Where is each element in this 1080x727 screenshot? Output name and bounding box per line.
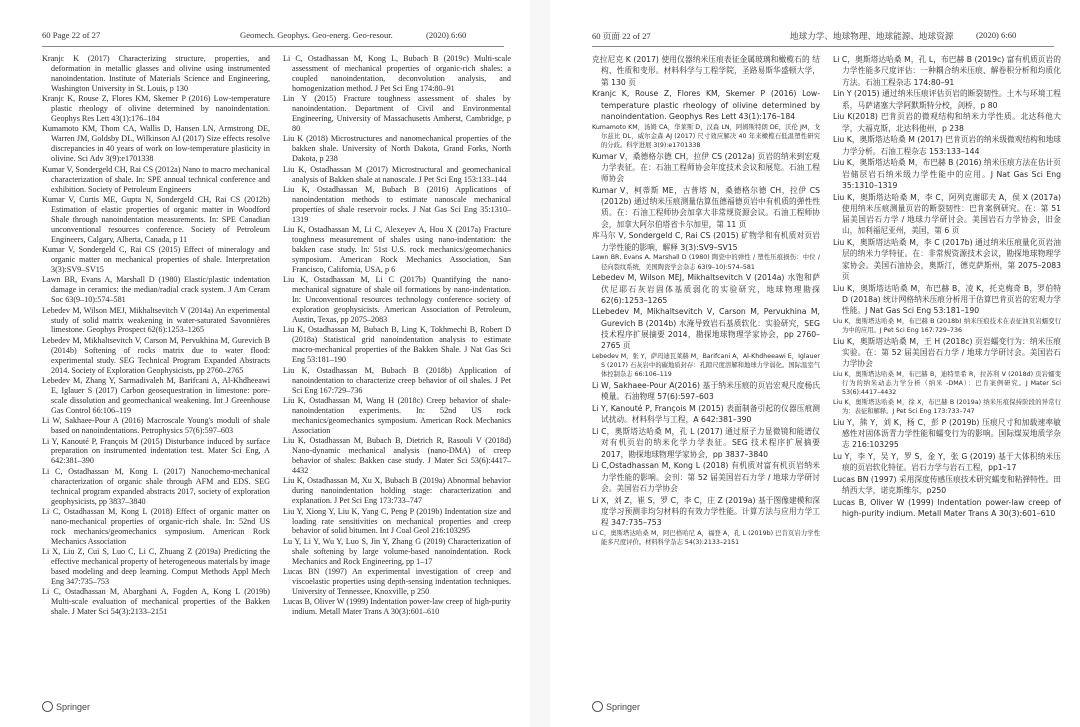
reference-entry: Li C,Ostadhassan M, Kong L (2018) 有机质对富有机页岩纳米力学性能的影响。会刊：第 52 届美国岩石力学 / 地球力学研讨会。美国岩石力学协会: [592, 461, 820, 493]
reference-entry: Lu Y，李 Y，吴 Y，罗 S，金 Y，张 G (2019) 基于大体积纳米压痕的页岩软化特征。岩石力学与岩石工程，pp1–17: [833, 452, 1061, 473]
reference-entry: Liu K，奥斯塔达哈桑 M，布巴赫 B (2016) 纳米压痕方法在估计页岩储层岩石纳米级力学性能中的应用。J Nat Gas Sci Eng 35:1310–1319: [833, 158, 1061, 190]
header-rule: [592, 46, 1054, 47]
reference-entry: Li W, Sakhaee-Pour A(2016) 基于纳米压痕的页岩宏观尺度杨氏模量。石油物理 57(6):597–603: [592, 381, 820, 402]
reference-entry: Liu K, Ostadhassan M, Xu X, Bubach B (2019a) Abnormal behavior during nanoindentation holding stage: characterization and explanation. J Pet Sci Eng 173:733–747: [283, 476, 511, 506]
reference-entry: Liu K, Ostadhassan M, Li C, Alexeyev A, Hou X (2017a) Fracture toughness measurement of shales using nano-indentation: the bakken case study. In: 51st U.S. rock mechanics/geomechanics symposium. American Rock Mechanics Association, San Francisco, California, USA, p 6: [283, 225, 511, 274]
reference-entry: Liu K, Ostadhassan M, Bubach B (2016) Applications of nanoindentation methods to estimate nanoscale mechanical properties of shale reservoir rocks. J Nat Gas Sci Eng 35:1310–1319: [283, 184, 511, 224]
reference-entry: Liu K, Ostadhassan M, Wang H (2018c) Creep behavior of shale-nanoindentation experiments. In: 52nd US rock mechanics/geomechanics symposium. American Rock Mechanics Association: [283, 395, 511, 435]
reference-entry: Kumar V, Sondergeld CH, Rai CS (2012a) Nano to macro mechanical characterization of shale. In: SPE annual technical conference and exhibition. Society of Petroleum Engineers: [42, 164, 270, 194]
reference-entry: Lucas BN (1997) 采用深度传感压痕技术研究蠕变和粘弹特性。田纳西大学，诺克斯维尔，p250: [833, 475, 1061, 496]
reference-entry: Lebedev M，张 Y，萨玛迪瓦莱赫 M，Barifcani A，Al-Khdheeawi E，Iglauer S (2017) 石灰岩中的碳地质封存：孔隙尺度溶解和地球力学弱化。国际温室气体控制杂志 66:106–119: [592, 353, 820, 379]
reference-entry: LLebedev M, Mikhaltsevitch V, Carson M, Pervukhina M, Gurevich B (2014b) 水淹导致岩石基质软化：实验研究，SEG 技术程序扩展摘要 2014，勘探地球物理学家协会，pp 2760–2765 页: [592, 307, 820, 351]
reference-column-2: [283, 54, 511, 694]
reference-entry: Liu K，奥斯塔达哈桑 M (2017) 巴肯页岩的纳米级微观结构和地球力学分析。石油工程杂志 153:133–144: [833, 135, 1061, 156]
reference-entry: Kumamoto KM, Thom CA, Wallis D, Hansen LN, Armstrong DE, Warren JM, Goldsby DL, Wilkinson AJ (2017) Size effects resolve discrepancies in 40 years of work on low-temperature plasticity in olivine. Sci Adv 3(9):e1701338: [42, 124, 270, 164]
page-gutter: [530, 0, 550, 727]
reference-entry: Liu K, Ostadhassan M, Li C (2017b) Quantifying the nano-mechanical signature of shale oil formations by nano-indentation. In: Unconventional resources technology conference society of exploration geophysicists. American Association of Petroleum, Austin, Texas, pp 2075–2083: [283, 275, 511, 325]
page-number: 60 页面 22 of 27: [592, 31, 651, 41]
reference-entry: Liu K(2018) 巴肯页岩的微观结构和纳米力学性质。北达科他大学，大福克斯，北达科他州，p 238: [833, 112, 1061, 133]
page-header: [592, 30, 1054, 44]
right-page: [550, 0, 1080, 727]
reference-column-2: [833, 54, 1061, 694]
reference-entry: Lebedev M, Wilson MEJ, Mikhaltsevitch V (2014a) An experimental study of solid matrix weakening in water-saturated Savonnières limestone. Geophys Prospect 62(6):1253–1265: [42, 305, 270, 335]
reference-entry: Liu K，奥斯塔达哈桑 M，布巴赫 B，迪特里希 R，拉苏利 V (2018d) 页岩蠕变行为的纳米动态力学分析（纳米 -DMA）：巴肯案例研究。J Mater Sci 53(6):4417–4432: [833, 371, 1061, 397]
reference-entry: Liu K, Ostadhassan M (2017) Microstructural and geomechanical analysis of Bakken shale at nanoscale. J Pet Sci Eng 153:133–144: [283, 164, 511, 184]
page-number: 60 Page 22 of 27: [42, 30, 101, 40]
reference-entry: Lebedev M, Wilson MEJ, Mikhaltsevitch V (2014a) 水饱和萨伏尼耶石灰岩固体基质弱化的实验研究，地球物理勘探 62(6):1253–1265: [592, 273, 820, 305]
reference-entry: Liu K，奥斯塔达哈桑 M，王 H (2018c) 页岩蠕变行为：纳米压痕实验。在：第 52 届美国岩石力学 / 地球力学研讨会。美国岩石力学协会: [833, 336, 1061, 369]
reference-entry: Liu Y，熊 Y，刘 K，杨 C，彭 P (2019b) 压痕尺寸和加载速率敏感性对固体沥青力学性能和蠕变行为的影响。国际煤炭地质学杂志 216:103295: [833, 417, 1061, 450]
reference-entry: Liu K，奥斯塔达哈桑 M，布巴赫 B (2018b) 纳米压痕技术在表征油页岩蠕变行为中的应用。J Pet Sci Eng 167:729–736: [833, 317, 1061, 335]
reference-entry: Li X，刘 Z，崔 S，罗 C，李 C，庄 Z (2019a) 基于图像建模和深度学习预测非均匀材料的有效力学性能。计算方法与应用力学工程 347:735–753: [592, 495, 820, 528]
journal-year: (2020) 6:60: [976, 30, 1017, 40]
reference-entry: Li C，奥斯塔达哈桑 M，孔 L，布巴赫 B (2019c) 富有机质页岩的力学性能多尺度评估：一种耦合纳米压痕、解卷积分析和均质化方法。石油工程杂志 174:80–91: [833, 55, 1061, 87]
reference-entry: Liu K，奥斯塔达哈桑 M，徐 X，布巴赫 B (2019a) 纳米压痕保持阶段的异常行为：表征和解释。J Pet Sci Eng 173:733–747: [833, 399, 1061, 416]
reference-entry: 库马尔 V, Sondergeld C, Rai CS (2015) 矿物学和有机质对页岩力学性能的影响，解释 3(3):SV9–SV15: [592, 231, 820, 252]
springer-logo-icon: [592, 701, 603, 712]
reference-entry: Lin Y (2015) Fracture toughness assessment of shales by nanoindentation. Department of Civil and Environmental Engineering, University of Massachusetts Amherst, Cambridge, p 80: [283, 94, 511, 134]
reference-entry: Liu K, Ostadhassan M, Bubach B, Dietrich R, Rasouli V (2018d) Nano-dynamic mechanical analysis (nano-DMA) of creep behavior of shales: Bakken case study. J Mater Sci 53(6):4417–4432: [283, 436, 511, 475]
reference-entry: Lebedev M, Mikhaltsevitch V, Carson M, Pervukhina M, Gurevich B (2014b) Softening of rocks matrix due to water flood: experimental study. SEG Technical Program Expanded Abstracts 2014. Society of Exploration Geophysicists, pp 2760–2765: [42, 335, 270, 375]
reference-entry: Kumar V, Curtis ME, Gupta N, Sondergeld CH, Rai CS (2012b) Estimation of elastic properties of organic matter in Woodford Shale through nanoindentation measurements. In: SPE Canadian unconventional resources conference. Society of Petroleum Engineers, Calgary, Alberta, Canada, p 11: [42, 194, 270, 244]
reference-entry: Li C, Ostadhassan M, Abarghani A, Fogden A, Kong L (2019b) Multi-scale evaluation of mechanical properties of the Bakken shale. J Mater Sci 54(3):2133–2151: [42, 587, 270, 617]
reference-entry: Liu K, Ostadhassan M, Bubach B, Ling K, Tokhmechi B, Robert D (2018a) Statistical grid nanoindentation analysis to estimate macro-mechanical properties of the Bakken Shale. J Nat Gas Sci Eng 53:181–190: [283, 325, 511, 365]
reference-entry: Kranjc K (2017) Characterizing structure, properties, and deformation in metallic glasses and olivine using instrumented nanoindentation. Institute of Materials Science and Engineering, Washington University in St. Louis, p 130: [42, 54, 270, 93]
reference-entry: Li X, Liu Z, Cui S, Luo C, Li C, Zhuang Z (2019a) Predicting the effective mechanical property of heterogeneous materials by image based modeling and deep learning. Comput Methods Appl Mech Eng 347:735–753: [42, 547, 270, 587]
reference-entry: Lebedev M, Zhang Y, Sarmadivaleh M, Barifcani A, Al-Khdheeawi E, Iglauer S (2017) Carbon geosequestration in limestone: pore-scale dissolution and geomechanical weakening. Int J Greenhouse Gas Control 66:106–119: [42, 376, 270, 415]
reference-entry: Kumar V，柯蒂斯 ME，古普塔 N，桑德格尔德 CH，拉伊 CS (2012b) 通过纳米压痕测量估算伍德福德页岩中有机质的弹性性质。在：石油工程师协会加拿大非常规资源会议。石油工程师协会，加拿大阿尔伯塔省卡尔加里，第 11 页: [592, 185, 820, 229]
reference-entry: Li Y, Kanouté P, François M (2015) Disturbance induced by surface preparation on instrumented indentation test. Mater Sci Eng, A 642:381–390: [42, 436, 270, 466]
reference-entry: Kranjc K, Rouse Z, Flores KM, Skemer P (2016) Low-temperature plastic rheology of olivine determined by nanoindentation. Geophys Res Lett 43(1):176–184: [42, 94, 270, 124]
reference-entry: Kumamoto KM，汤姆 CA，华莱斯 D，汉森 LN，阿姆斯特朗 DE，沃伦 JM，戈尔兹比 DL，威尔金森 AJ (2017) 尺寸效应解决 40 年来橄榄石低温塑性研究的分歧。科学进展 3(9):e1701338: [592, 123, 820, 149]
publisher-footer: [42, 701, 90, 712]
reference-entry: Liu Y, Xiong Y, Liu K, Yang C, Peng P (2019b) Indentation size and loading rate sensitivities on mechanical properties and creep behavior of solid bitumen. Int J Coal Geol 216:103295: [283, 506, 511, 536]
reference-entry: Liu K, Ostadhassan M, Bubach B (2018b) Application of nanoindentation to characterize creep behavior of oil shales. J Pet Sci Eng 167:729–736: [283, 365, 511, 395]
springer-logo-icon: [42, 701, 53, 712]
reference-entry: Li C, Ostadhassan M, Kong L, Bubach B (2019c) Multi-scale assessment of mechanical properties of organic-rich shales: a coupled nanoindentation, deconvolution analysis, and homogenization method. J Pet Sci Eng 174:80–91: [283, 54, 511, 93]
reference-entry: Li C, Ostadhassan M, Kong L (2017) Nanochemo-mechanical characterization of organic shale through AFM and EDS. SEG technical program expanded abstracts 2017, society of exploration geophysicists, pp 3837–3840: [42, 466, 270, 506]
reference-entry: Lucas B, Oliver W (1999) Indentation power-law creep of high-purity indium. Metall Mater Trans A 30(3):601–610: [833, 498, 1061, 519]
reference-entry: Kranjc K, Rouse Z, Flores KM, Skemer P (2016) Low-temperature plastic rheology of olivine determined by nanoindentation. Geophys Res Lett 43(1):176–184: [592, 89, 820, 121]
reference-entry: Lawn BR, Evans A, Marshall D (1980) 陶瓷中的弹性 / 塑性压痕损伤：中位 / 径向裂纹系统，美国陶瓷学会杂志 63(9–10):574–581: [592, 254, 820, 271]
header-rule: [42, 46, 504, 47]
reference-column-1: [592, 54, 820, 694]
reference-entry: Lin Y (2015) 通过纳米压痕评估页岩的断裂韧性。土木与环境工程系，马萨诸塞大学阿默斯特分校，剑桥，p 80: [833, 89, 1061, 110]
page-header: [42, 30, 504, 44]
reference-entry: Liu K，奥斯塔达哈桑 M，李 C，阿列克谢耶夫 A，侯 X (2017a) 使用纳米压痕测量页岩的断裂韧性：巴肯案例研究。在：第 51 届美国岩石力学 / 地球力学研讨会。美国岩石力学协会，旧金山，加利福尼亚州，美国，第 6 页: [833, 192, 1061, 236]
reference-entry: Li C, Ostadhassan M, Kong L (2018) Effect of organic matter on nano-mechanical properties of organic-rich shale. In: 52nd US rock mechanics/geomechanics symposium. American Rock Mechanics Association: [42, 506, 270, 546]
reference-column-1: [42, 54, 270, 694]
reference-entry: Lu Y, Li Y, Wu Y, Luo S, Jin Y, Zhang G (2019) Characterization of shale softening by large volume-based nanoindentation. Rock Mechanics and Rock Engineering, pp 1–17: [283, 536, 511, 566]
publisher-name: Springer: [606, 702, 641, 712]
left-page: [0, 0, 530, 727]
reference-entry: Lucas BN (1997) An experimental investigation of creep and viscoelastic properties using depth-sensing indentation techniques. University of Tennessee, Knoxville, p 250: [283, 567, 511, 596]
reference-entry: Liu K (2018) Microstructures and nanomechanical properties of the bakken shale. University of North Dakota, Grand Forks, North Dakota, p 238: [283, 134, 511, 164]
reference-entry: Liu K，奥斯塔达哈桑 M，李 C (2017b) 通过纳米压痕量化页岩油层的纳米力学特征。在：非常规资源技术会议，勘探地球物理学家协会。美国石油协会，奥斯汀，德克萨斯州，第 2075–2083 页: [833, 238, 1061, 281]
journal-name: 地球力学、地球物理、地球能源、地球资源: [790, 31, 954, 41]
reference-entry: Li Y, Kanouté P, François M (2015) 表面制备引起的仪器压痕测试扰动。材料科学与工程，A 642:381–390: [592, 404, 820, 425]
reference-entry: Li C，奥斯塔达哈桑 M，阿巴格哈尼 A，福登 A，孔 L (2019b) 巴肯页岩力学性能多尺度评价。材料科学杂志 54(3):2133–2151: [592, 529, 820, 547]
publisher-name: Springer: [56, 702, 91, 712]
reference-entry: Lawn BR, Evans A, Marshall D (1980) Elastic/plastic indentation damage in ceramics: the median/radial crack system. J Am Ceram Soc 63(9–10):574–581: [42, 275, 270, 305]
reference-entry: 克拉尼克 K (2017) 使用仪器纳米压痕表征金属玻璃和橄榄石的 结构、性质和变形。材料科学与工程学院，圣路易斯华盛顿大学，第 130 页: [592, 55, 820, 87]
reference-entry: Li C，奥斯塔达哈桑 M，孔 L (2017) 通过原子力显微镜和能谱仪对有机页岩的纳米化学力学表征。SEG 技术程序扩展摘要 2017，勘探地球物理学家协会，pp 3837–3840: [592, 427, 820, 459]
reference-entry: Lucas B, Oliver W (1999) Indentation power-law creep of high-purity indium. Metall Mater Trans A 30(3):601–610: [283, 597, 511, 617]
publisher-footer: [592, 701, 640, 712]
journal-name: Geomech. Geophys. Geo-energ. Geo-resour.: [240, 30, 393, 40]
reference-entry: Kumar V，桑德格尔德 CH，拉伊 CS (2012a) 页岩的纳米到宏观力学表征。在：石油工程师协会年度技术会议和展览。石油工程师协会: [592, 151, 820, 184]
reference-entry: Li W, Sakhaee-Pour A (2016) Macroscale Young's moduli of shale based on nanoindentations. Petrophysics 57(6):597–603: [42, 416, 270, 436]
journal-year: (2020) 6:60: [426, 30, 467, 40]
reference-entry: Liu K，奥斯塔达哈桑 M，布巴赫 B，凌 K，托克梅奇 B，罗伯特 D (2018a) 统计网格纳米压痕分析用于估算巴肯页岩的宏观力学性能。J Nat Gas Sci Eng 53:181–190: [833, 283, 1061, 316]
reference-entry: Kumar V, Sondergeld C, Rai CS (2015) Effect of mineralogy and organic matter on mechanical properties of shale. Interpretation 3(3):SV9–SV15: [42, 245, 270, 274]
